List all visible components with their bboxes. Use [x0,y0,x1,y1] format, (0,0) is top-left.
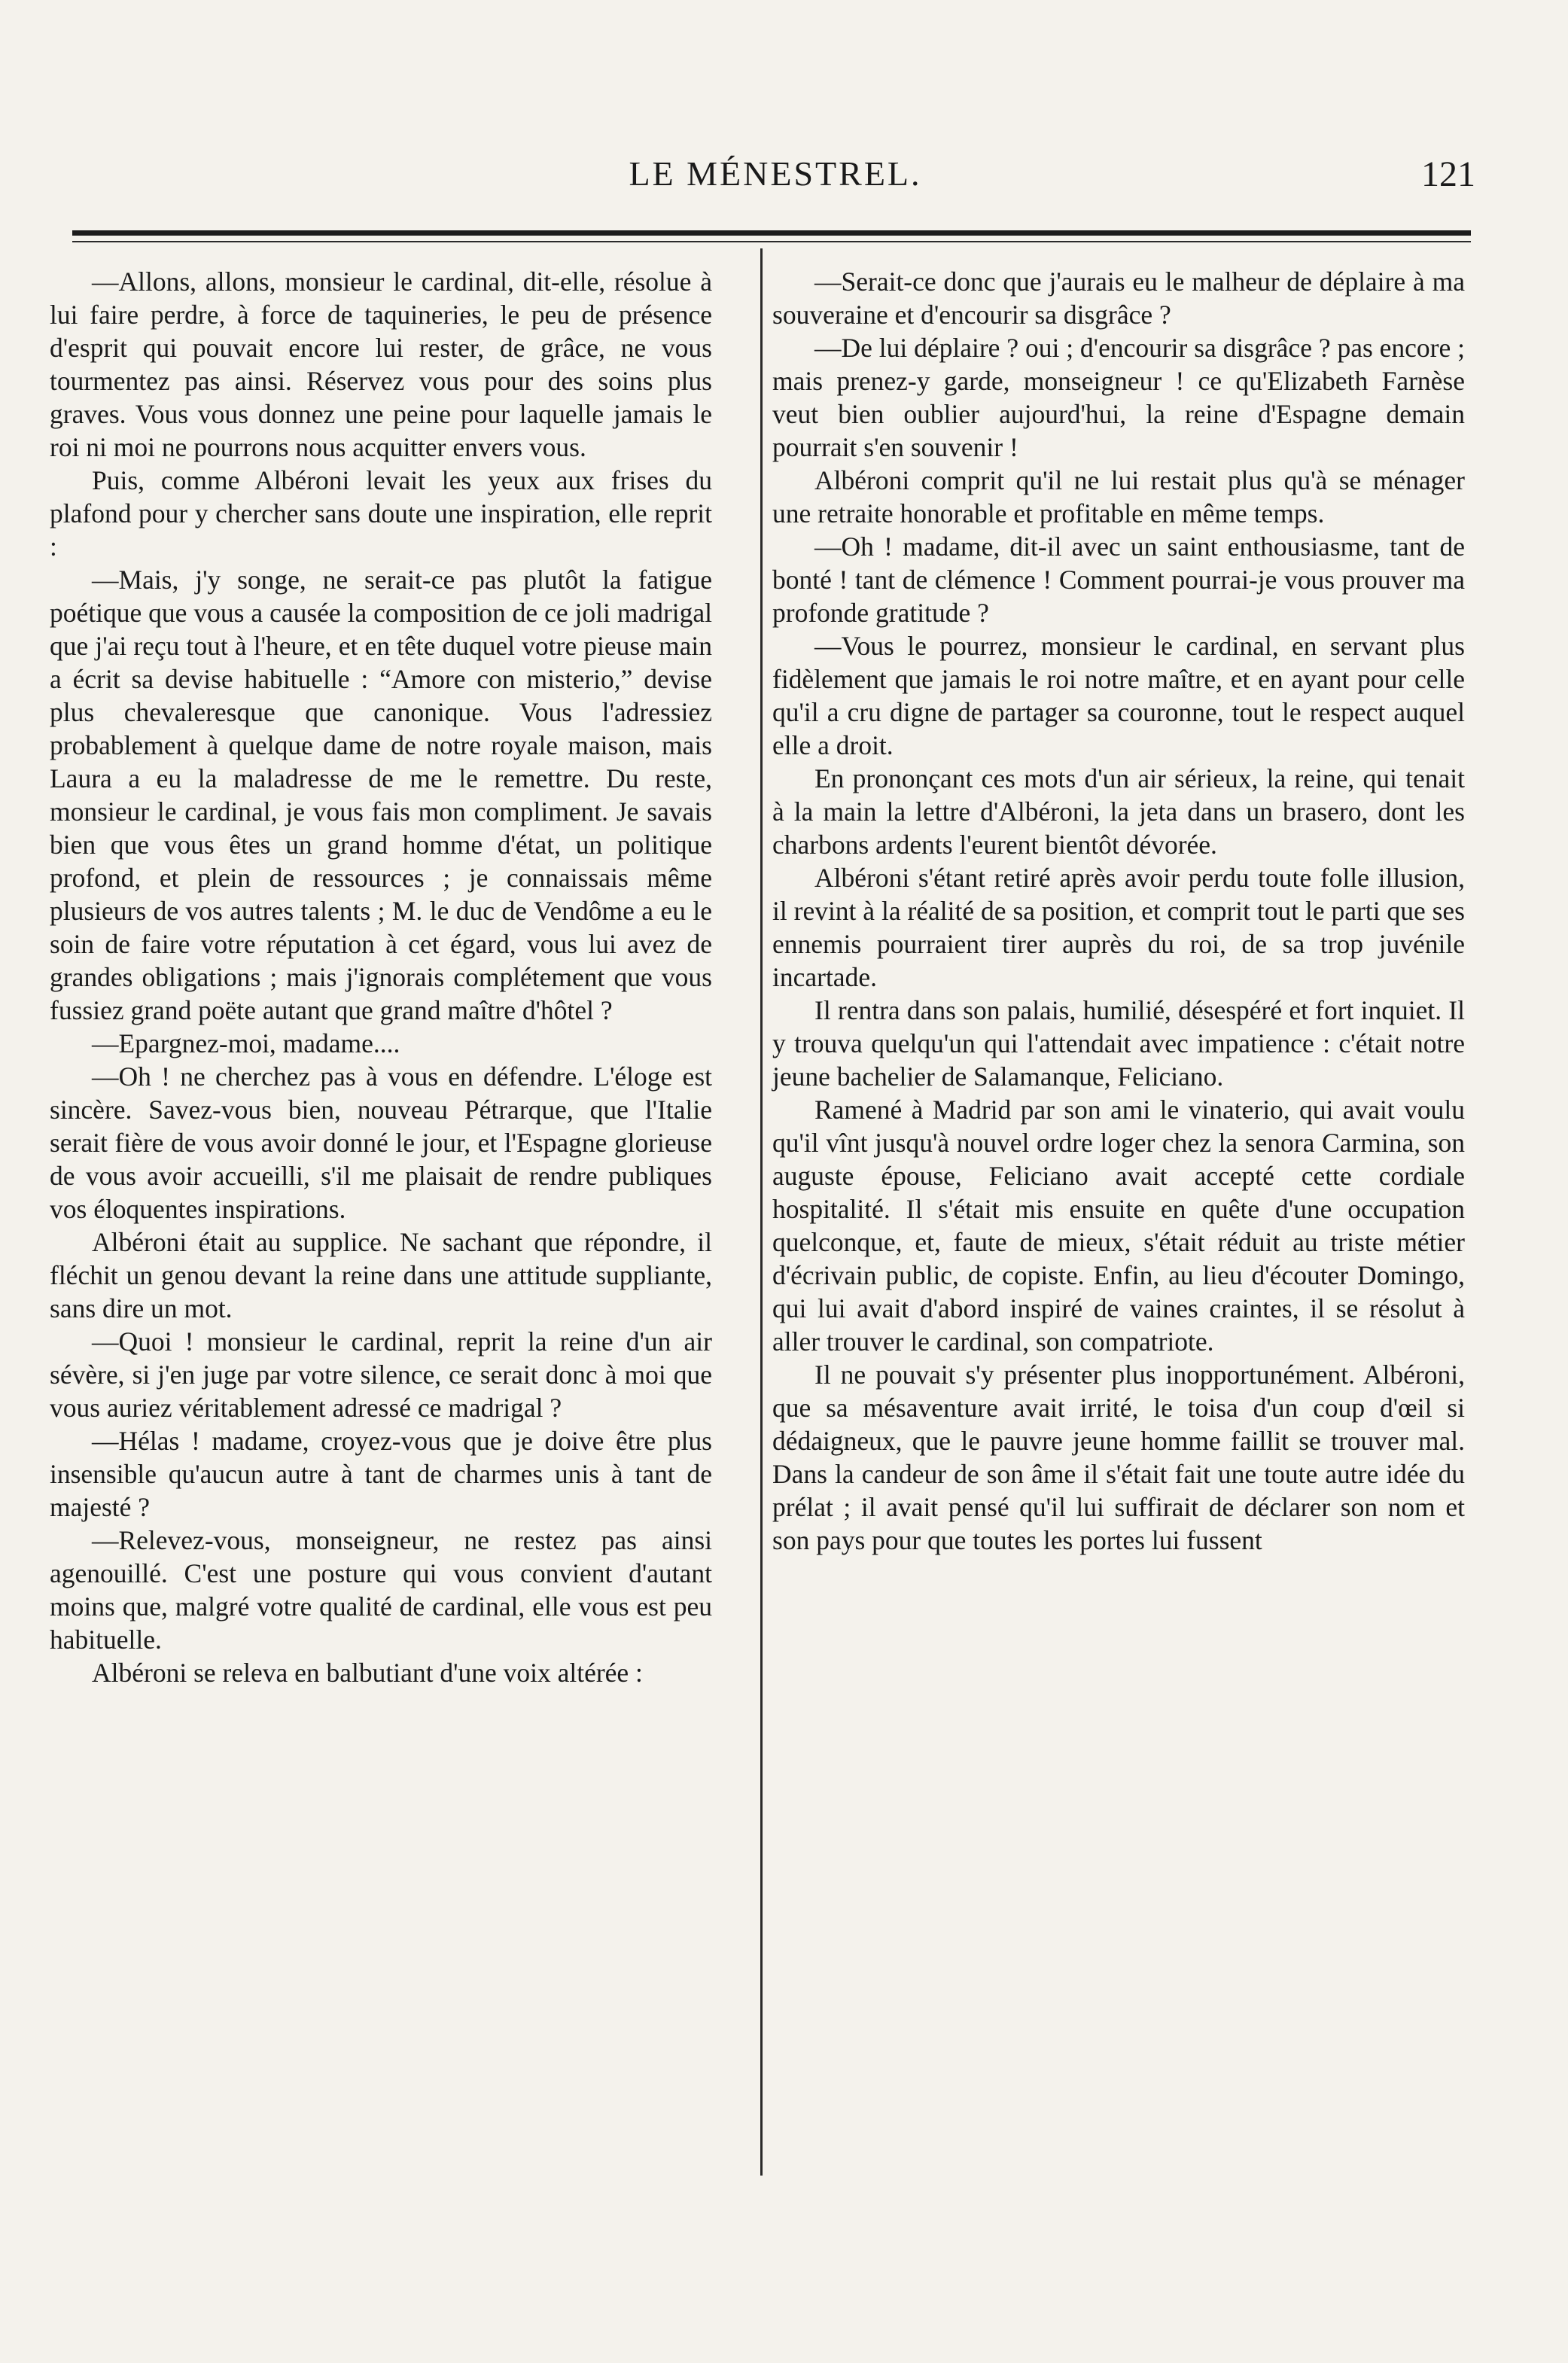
paragraph: Albéroni se releva en balbutiant d'une voix altérée : [92,1658,643,1688]
paragraph: Il ne pouvait s'y présenter plus inopportunément. Albéroni, que sa mésaventure avait irrité, le toisa d'un coup d'œil si dédaigneux, que le pauvre jeune homme faillit se trouver mal. Dans la candeur de son âme il s'était fait une toute autre idée du prélat ; il avait pensé qu'il lui suffirait de déclarer son nom et son pays pour que toutes les portes lui fussent [772,1360,1465,1555]
column-divider [760,248,763,2176]
paragraph: Il rentra dans son palais, humilié, désespéré et fort inquiet. Il y trouva quelqu'un qui l'attendait avec impatience : c'était notre jeune bachelier de Salamanque, Feliciano. [772,995,1465,1092]
paragraph: —Quoi ! monsieur le cardinal, reprit la reine d'un air sévère, si j'en juge par votre silence, ce serait donc à moi que vous auriez véritablement adressé ce madrigal ? [50,1326,712,1423]
header-rule-thin [72,241,1471,242]
paragraph: Ramené à Madrid par son ami le vinaterio, qui avait voulu qu'il vînt jusqu'à nouvel ordre loger chez la senora Carmina, son auguste épouse, Feliciano avait accepté cette cordiale hospitalité. Il s'était mis ensuite en quête d'une occupation quelconque, et, faute de mieux, s'était réduit au triste métier d'écrivain public, de copiste. Enfin, au lieu d'écouter Domingo, qui lui avait d'abord inspiré de vaines craintes, il se résolut à aller trouver le cardinal, son compatriote. [772,1095,1465,1357]
paragraph: —De lui déplaire ? oui ; d'encourir sa disgrâce ? pas encore ; mais prenez-y garde, monseigneur ! ce qu'Elizabeth Farnèse veut bien oublier aujourd'hui, la reine d'Espagne demain pourrait s'en souvenir ! [772,333,1465,462]
paragraph: —Epargnez-moi, madame.... [92,1028,400,1058]
paragraph: —Allons, allons, monsieur le cardinal, dit-elle, résolue à lui faire perdre, à force de taquineries, le peu de présence d'esprit qui pouvait encore lui rester, de grâce, ne vous tourmentez pas ainsi. Réservez vous pour des soins plus graves. Vous vous donnez une peine pour laquelle jamais le roi ni moi ne pourrons nous acquitter envers vous. [50,266,712,462]
running-head [68,148,1483,200]
right-column [772,265,1465,1557]
paragraph: Albéroni comprit qu'il ne lui restait plus qu'à se ménager une retraite honorable et profitable en même temps. [772,465,1465,528]
header-rule-thick [72,230,1471,236]
paragraph: —Hélas ! madame, croyez-vous que je doive être plus insensible qu'aucun autre à tant de charmes unis à tant de majesté ? [50,1426,712,1522]
left-column [50,265,712,1689]
journal-title: LE MÉNESTREL. [629,154,922,193]
paragraph: —Oh ! madame, dit-il avec un saint enthousiasme, tant de bonté ! tant de clémence ! Comment pourrai-je vous prouver ma profonde gratitude ? [772,531,1465,628]
paragraph: Puis, comme Albéroni levait les yeux aux frises du plafond pour y chercher sans doute une inspiration, elle reprit : [50,465,712,562]
paragraph: Albéroni était au supplice. Ne sachant que répondre, il fléchit un genou devant la reine dans une attitude suppliante, sans dire un mot. [50,1227,712,1323]
page-number: 121 [1421,154,1475,194]
paragraph: —Serait-ce donc que j'aurais eu le malheur de déplaire à ma souveraine et d'encourir sa disgrâce ? [772,266,1465,330]
paragraph: —Mais, j'y songe, ne serait-ce pas plutôt la fatigue poétique que vous a causée la composition de ce joli madrigal que j'ai reçu tout à l'heure, et en tête duquel votre pieuse main a écrit sa devise habituelle : “Amore con misterio,” devise plus chevaleresque que canonique. Vous l'adressiez probablement à quelque dame de notre royale maison, mais Laura a eu la maladresse de me le remettre. Du reste, monsieur le cardinal, je vous fais mon compliment. Je savais bien que vous êtes un grand homme d'état, un politique profond, et plein de ressources ; je connaissais même plusieurs de vos autres talents ; M. le duc de Vendôme a eu le soin de faire votre réputation à cet égard, vous lui avez de grandes obligations ; mais j'ignorais complétement que vous fussiez grand poëte autant que grand maître d'hôtel ? [50,565,712,1025]
paragraph: —Oh ! ne cherchez pas à vous en défendre. L'éloge est sincère. Savez-vous bien, nouveau Pétrarque, que l'Italie serait fière de vous avoir donné le jour, et l'Espagne glorieuse de vous avoir accueilli, s'il me plaisait de rendre publiques vos éloquentes inspirations. [50,1061,712,1224]
paragraph: En prononçant ces mots d'un air sérieux, la reine, qui tenait à la main la lettre d'Albéroni, la jeta dans un brasero, dont les charbons ardents l'eurent bientôt dévorée. [772,763,1465,860]
paragraph: Albéroni s'étant retiré après avoir perdu toute folle illusion, il revint à la réalité de sa position, et comprit tout le parti que ses ennemis pourraient tirer auprès du roi, de sa trop juvénile incartade. [772,863,1465,992]
paragraph: —Vous le pourrez, monsieur le cardinal, en servant plus fidèlement que jamais le roi notre maître, et en ayant pour celle qu'il a cru digne de partager sa couronne, tout le respect auquel elle a droit. [772,631,1465,760]
paragraph: —Relevez-vous, monseigneur, ne restez pas ainsi agenouillé. C'est une posture qui vous convient d'autant moins que, malgré votre qualité de cardinal, elle vous est peu habituelle. [50,1525,712,1655]
